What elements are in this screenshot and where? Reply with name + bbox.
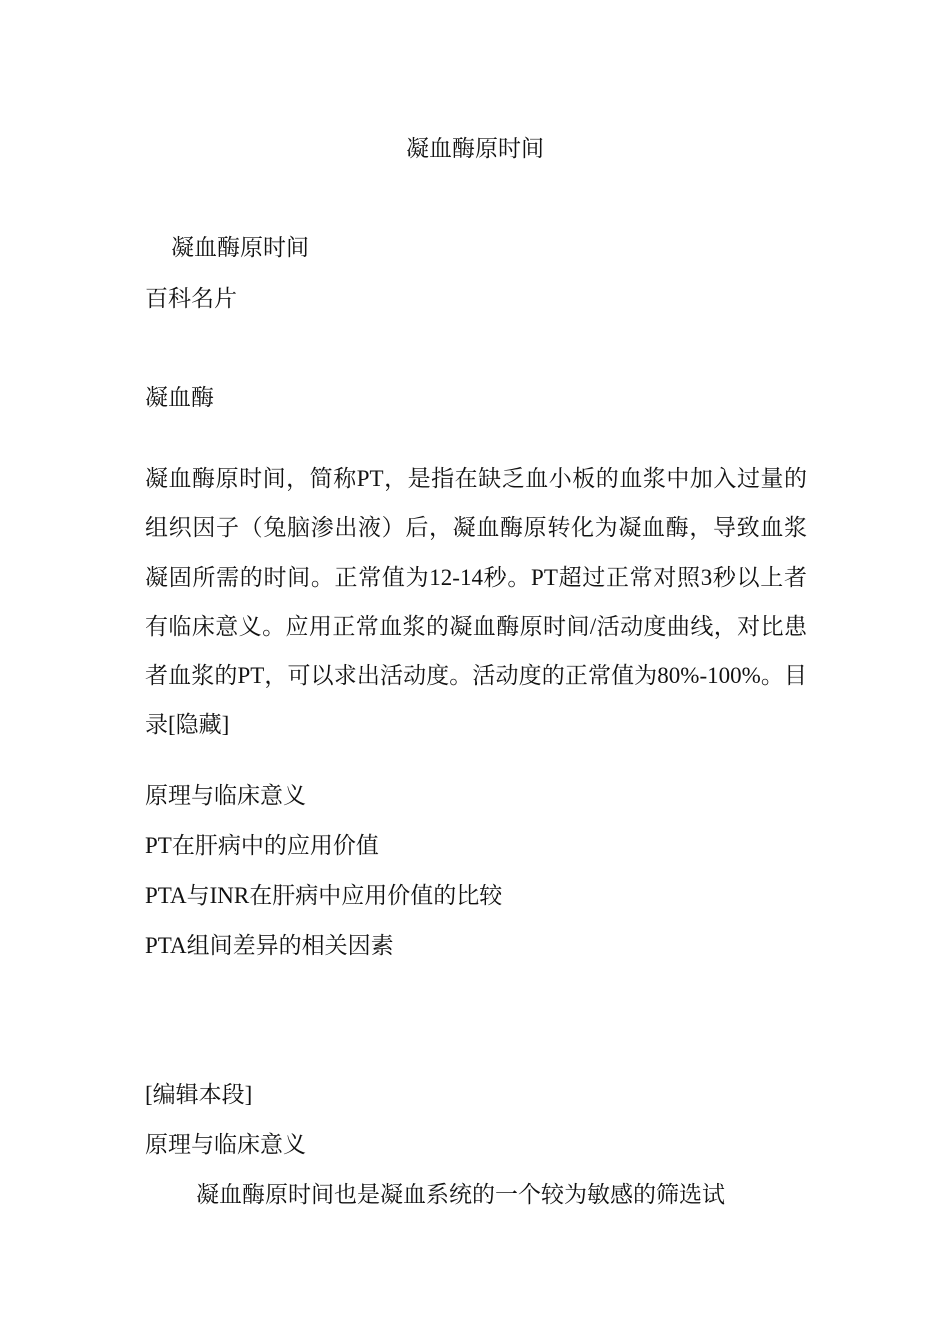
section-paragraph: 凝血酶原时间也是凝血系统的一个较为敏感的筛选试 (196, 1182, 725, 1207)
related-term: 凝血酶 (145, 385, 214, 410)
toc-item[interactable]: PTA与INR在肝病中应用价值的比较 (145, 883, 503, 908)
baike-card-label: 百科名片 (145, 286, 237, 311)
toc-item[interactable]: PTA组间差异的相关因素 (145, 933, 394, 958)
intro-paragraph: 凝血酶原时间，简称PT，是指在缺乏血小板的血浆中加入过量的组织因子（兔脑渗出液）后，凝血酶原转化为凝血酶，导致血浆凝固所需的时间。正常值为12-14秒。PT超过正常对照3秒以上者有临床意义。应用正常血浆的凝血酶原时间/活动度曲线，对比患者血浆的PT，可以求出活动度。活动度的正常值为80%-100%。目录[隐藏] (145, 466, 807, 738)
toc-item[interactable]: PT在肝病中的应用价值 (145, 833, 379, 858)
edit-section-link[interactable]: [编辑本段] (145, 1082, 253, 1107)
toc-item[interactable]: 原理与临床意义 (145, 783, 306, 808)
document-title: 凝血酶原时间 (406, 136, 544, 161)
section-heading: 原理与临床意义 (145, 1132, 306, 1157)
article-subtitle: 凝血酶原时间 (171, 235, 309, 260)
